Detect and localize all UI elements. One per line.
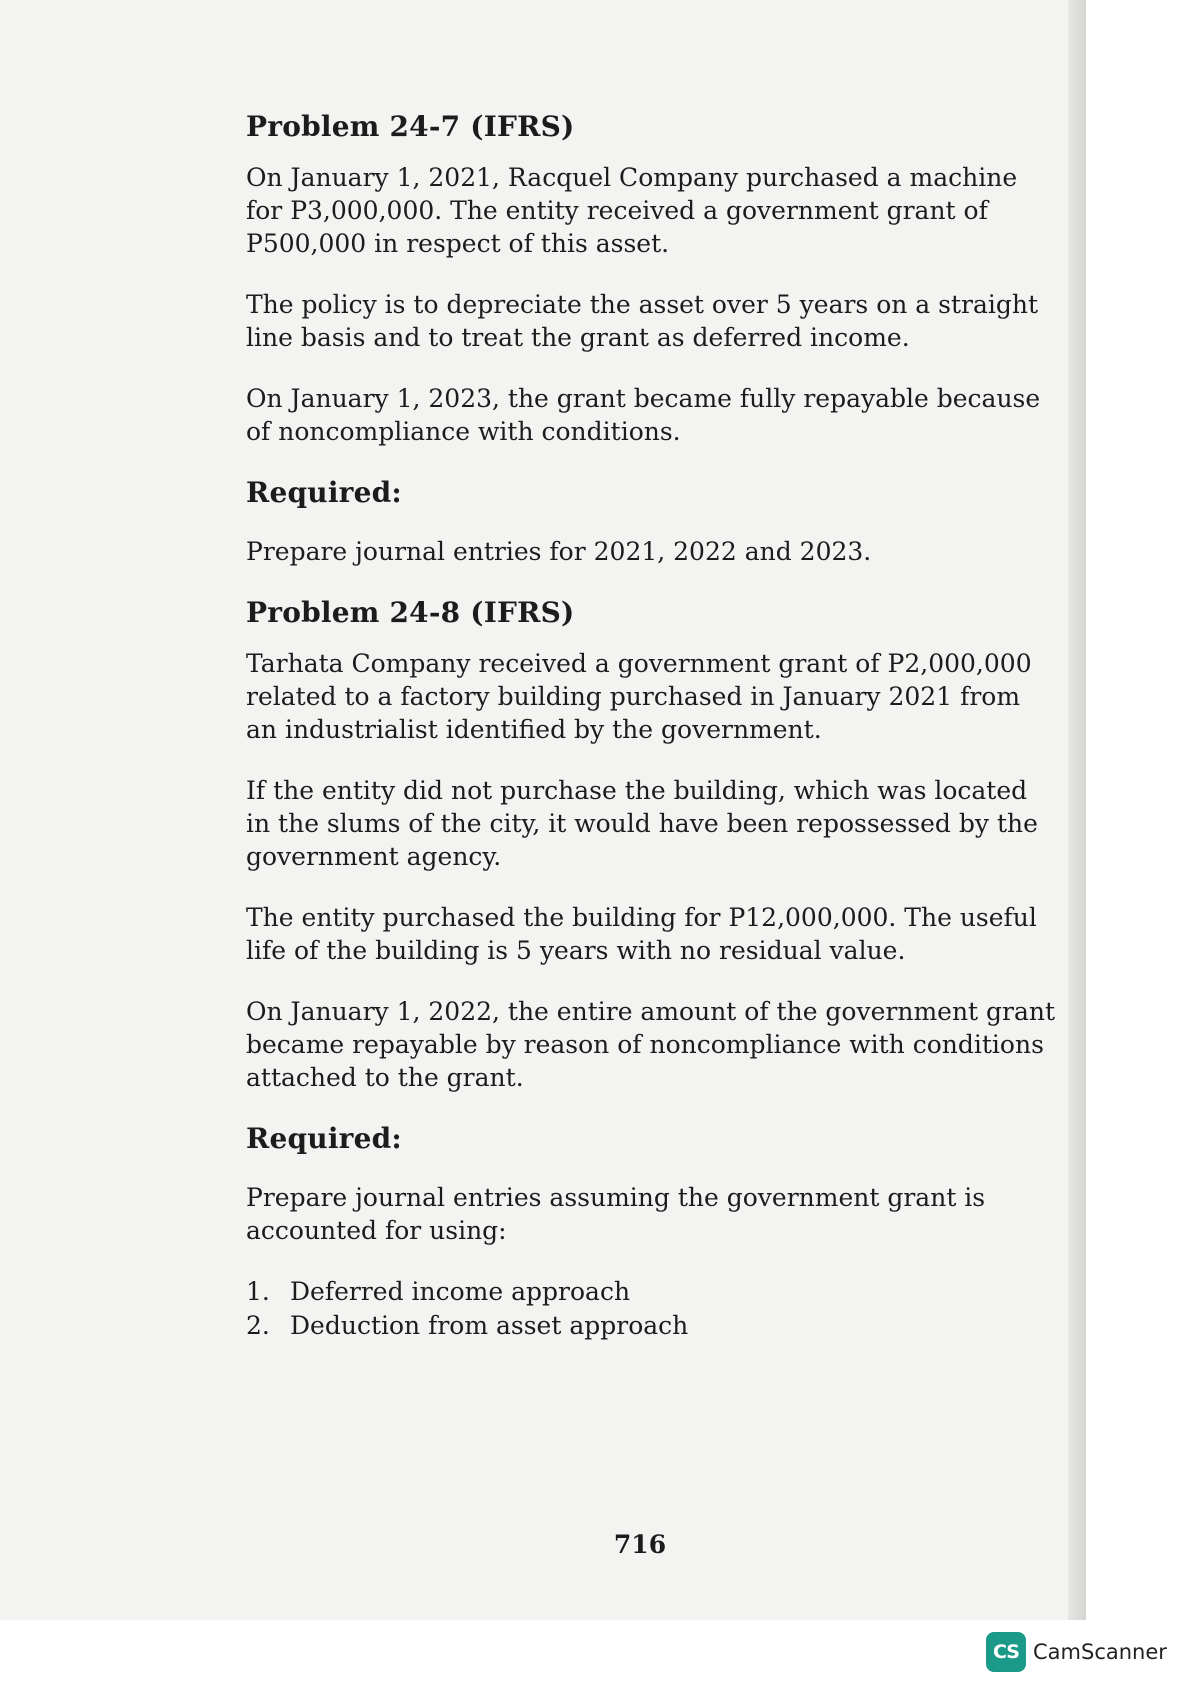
problem-24-8 <box>246 596 1058 1343</box>
page-content <box>246 110 1058 1343</box>
problem-paragraph: On January 1, 2021, Racquel Company purchased a machine for P3,000,000. The entity received a government grant of P500,000 in respect of this asset. <box>246 163 1018 258</box>
problem-paragraph: On January 1, 2023, the grant became fully repayable because of noncompliance with conditions. <box>246 384 1041 446</box>
camscanner-watermark <box>986 1632 1167 1672</box>
problem-paragraph: The policy is to depreciate the asset over 5 years on a straight line basis and to treat the grant as deferred income. <box>246 290 1039 352</box>
list-item <box>246 1275 1058 1309</box>
problem-paragraph: On January 1, 2022, the entire amount of the government grant became repayable by reason of noncompliance with conditions attached to the grant. <box>246 997 1056 1092</box>
camscanner-logo-icon: CS <box>986 1632 1026 1672</box>
problem-paragraph: If the entity did not purchase the building, which was located in the slums of the city, it would have been repossessed by the government agency. <box>246 776 1038 871</box>
list-item-number: 2. <box>246 1311 270 1340</box>
page-number: 716 <box>613 1530 667 1559</box>
required-heading: Required: <box>246 476 402 509</box>
page-edge-shadow <box>1068 0 1086 1620</box>
camscanner-name: CamScanner <box>1033 1640 1167 1664</box>
list-item <box>246 1309 1058 1343</box>
required-text: Prepare journal entries assuming the government grant is accounted for using: <box>246 1183 986 1245</box>
list-item-text: Deferred income approach <box>290 1277 631 1306</box>
list-item-number: 1. <box>246 1277 270 1306</box>
approach-list <box>246 1275 1058 1343</box>
problem-24-7 <box>246 110 1058 568</box>
required-heading: Required: <box>246 1122 402 1155</box>
problem-paragraph: Tarhata Company received a government grant of P2,000,000 related to a factory building purchased in January 2021 from an industrialist identified by the government. <box>246 649 1032 744</box>
required-text: Prepare journal entries for 2021, 2022 and 2023. <box>246 537 872 566</box>
list-item-text: Deduction from asset approach <box>290 1311 689 1340</box>
problem-paragraph: The entity purchased the building for P12,000,000. The useful life of the building is 5 years with no residual value. <box>246 903 1037 965</box>
problem-title: Problem 24-8 (IFRS) <box>246 596 575 629</box>
problem-title: Problem 24-7 (IFRS) <box>246 110 575 143</box>
